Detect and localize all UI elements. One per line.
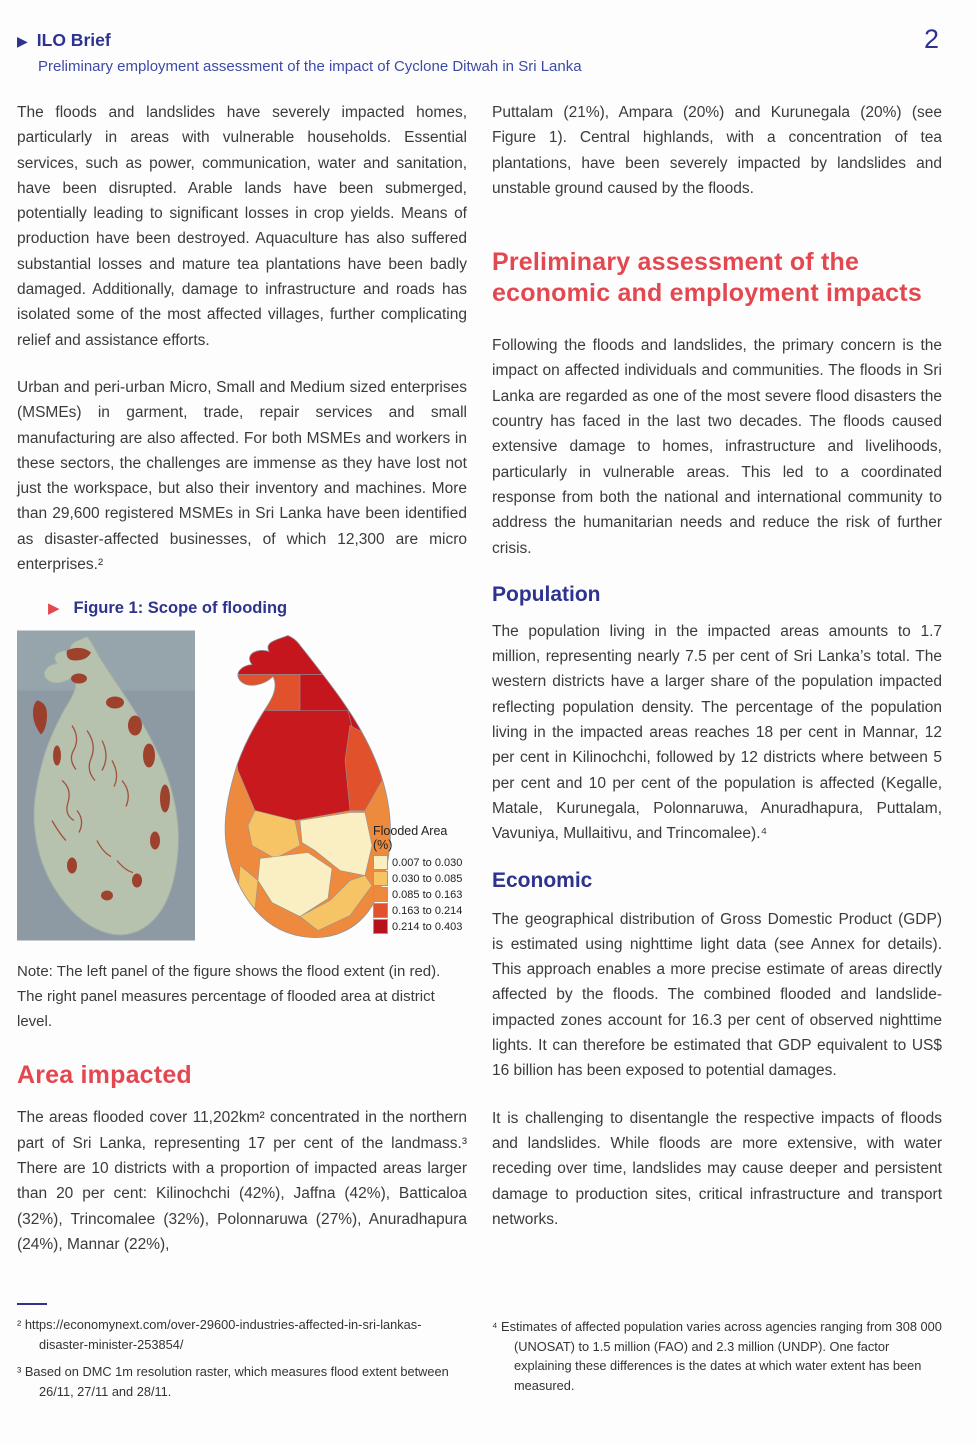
paragraph-challenge: It is challenging to disentangle the respective impacts of floods and landslides. While floods are more extensive, with water receding over time, landslides may cause deeper and persistent damage to production sites, critical infrastructure and transport networks. <box>492 1109 942 1228</box>
choropleth-panel <box>200 630 465 941</box>
paragraph-following-floods: Following the floods and landslides, the primary concern is the impact on affected individuals and communities. The floods in Sri Lanka are regarded as one of the most severe flood disasters the country has faced in the last two decades. The floods caused extensive damage to homes, infrastructure and livelihoods, particularly in vulnerable areas. This led to a coordinated response from both the national and international community to address the humanitarian needs and reduce the risk of further crisis. <box>492 337 942 557</box>
footnote-2: ² https://economynext.com/over-29600-industries-affected-in-sri-lankas-disaster-minister-253854/ <box>17 1317 422 1352</box>
section-heading-preliminary-assessment: Preliminary assessment of the economic and employment impacts <box>492 248 922 308</box>
section-heading-area-impacted: Area impacted <box>17 1061 192 1090</box>
paragraph-population: The population living in the impacted areas amounts to 1.7 million, representing nearly 7.5 per cent of Sri Lanka’s total. The western districts have a larger share of the population impacted reflecting population density. The percentage of the population living in the impacted areas reaches 18 per cent in Mannar, 12 per cent in Kilinochchi, followed by 12 districts where between 5 per cent and 10 per cent of the population is affected (Kegalle, Matale, Kurunegala, Polonnaruwa, Anuradhapura, Puttalam, Vavuniya, Mullaitivu, and Trincomalee).⁴ <box>492 622 942 843</box>
figure-caption-text: Figure 1: Scope of flooding <box>73 599 288 618</box>
brand-title: ILO Brief <box>36 30 111 50</box>
legend-swatch <box>373 919 388 934</box>
figure-caption <box>48 599 467 618</box>
page-number: 2 <box>923 24 939 54</box>
legend-item: 0.030 to 0.085 <box>373 871 465 886</box>
footnote-3: ³ Based on DMC 1m resolution raster, which measures flood extent between 26/11, 27/11 and 28/11. <box>17 1364 449 1399</box>
paragraph-gdp: The geographical distribution of Gross Domestic Product (GDP) is estimated using nighttime light data (see Annex for details). This approach enables a more precise estimate of areas directly affected by the floods. The combined flooded and landslide-impacted zones account for 16.3 per cent of observed nighttime lights. It can therefore be estimated that GDP equivalent to US$ 16 billion has been exposed to potential damages. <box>492 910 942 1080</box>
header <box>17 30 111 51</box>
legend-title: Flooded Area (%) <box>373 824 448 853</box>
satellite-flood-map <box>17 630 195 941</box>
left-column <box>17 100 467 1279</box>
map-legend <box>373 824 465 935</box>
paragraph-area-impacted: The areas flooded cover 11,202km² concentrated in the northern part of Sri Lanka, representing 17 per cent of the landmass.³ There are 10 districts with a proportion of impacted areas larger than 20 per cent: Kilinochchi (42%), Jaffna (42%), Batticaloa (32%), Trincomalee (32%), Polonnaruwa (27%), Anuradhapura (24%), Mannar (22%), <box>17 1109 467 1253</box>
figure-note: Note: The left panel of the figure shows the flood extent (in red). The right panel measures percentage of flooded area at district level. <box>17 963 441 1031</box>
legend-swatch <box>373 855 388 870</box>
figure-caption-marker-icon: ▶ <box>48 600 60 618</box>
legend-swatch <box>373 887 388 902</box>
document-subtitle: Preliminary employment assessment of the impact of Cyclone Ditwah in Sri Lanka <box>38 58 582 75</box>
legend-item: 0.007 to 0.030 <box>373 855 465 870</box>
paragraph-flood-impacts: The floods and landslides have severely impacted homes, particularly in areas with vulnerable households. Essential services, such as power, communication, water and sanitation, have been disrupted. Arable lands have been submerged, potentially leading to significant losses in crop yields. Means of production have been destroyed. Aquaculture has also suffered substantial losses and mature tea plantations have been badly damaged. Additionally, damage to infrastructure and roads has isolated some of the most affected villages, further complicating relief and assistance efforts. <box>17 104 467 349</box>
subsection-heading-economic: Economic <box>492 868 593 892</box>
footnote-rule <box>17 1303 47 1305</box>
legend-item: 0.163 to 0.214 <box>373 903 465 918</box>
legend-item: 0.214 to 0.403 <box>373 919 465 934</box>
paragraph-msme: Urban and peri-urban Micro, Small and Medium sized enterprises (MSMEs) in garment, trade, repair services and small manufacturing are also affected. For both MSMEs and workers in these sectors, the challenges are immense as they have lost not just the workspace, but also their inventory and machines. More than 29,600 registered MSMEs in Sri Lanka have been identified as disaster-affected businesses, of which 12,300 are micro enterprises.² <box>17 378 467 574</box>
brand-marker-icon: ▶ <box>17 32 28 49</box>
footnotes-right <box>492 1317 947 1403</box>
footnote-4: ⁴ Estimates of affected population varies across agencies ranging from 308 000 (UNOSAT) to 1.5 million (FAO) and 2.3 million (UNDP). One factor explaining these differences is the dates at which water extent has been measured. <box>492 1319 942 1393</box>
legend-swatch <box>373 871 388 886</box>
right-column <box>492 100 942 1254</box>
paragraph-area-continued: Puttalam (21%), Ampara (20%) and Kurunegala (20%) (see Figure 1). Central highlands, with a concentration of tea plantations, have been severely impacted by landslides and unstable ground caused by the floods. <box>492 104 942 197</box>
legend-swatch <box>373 903 388 918</box>
legend-item: 0.085 to 0.163 <box>373 887 465 902</box>
subsection-heading-population: Population <box>492 582 601 606</box>
figure-1 <box>17 630 467 941</box>
footnotes-left <box>17 1303 467 1409</box>
